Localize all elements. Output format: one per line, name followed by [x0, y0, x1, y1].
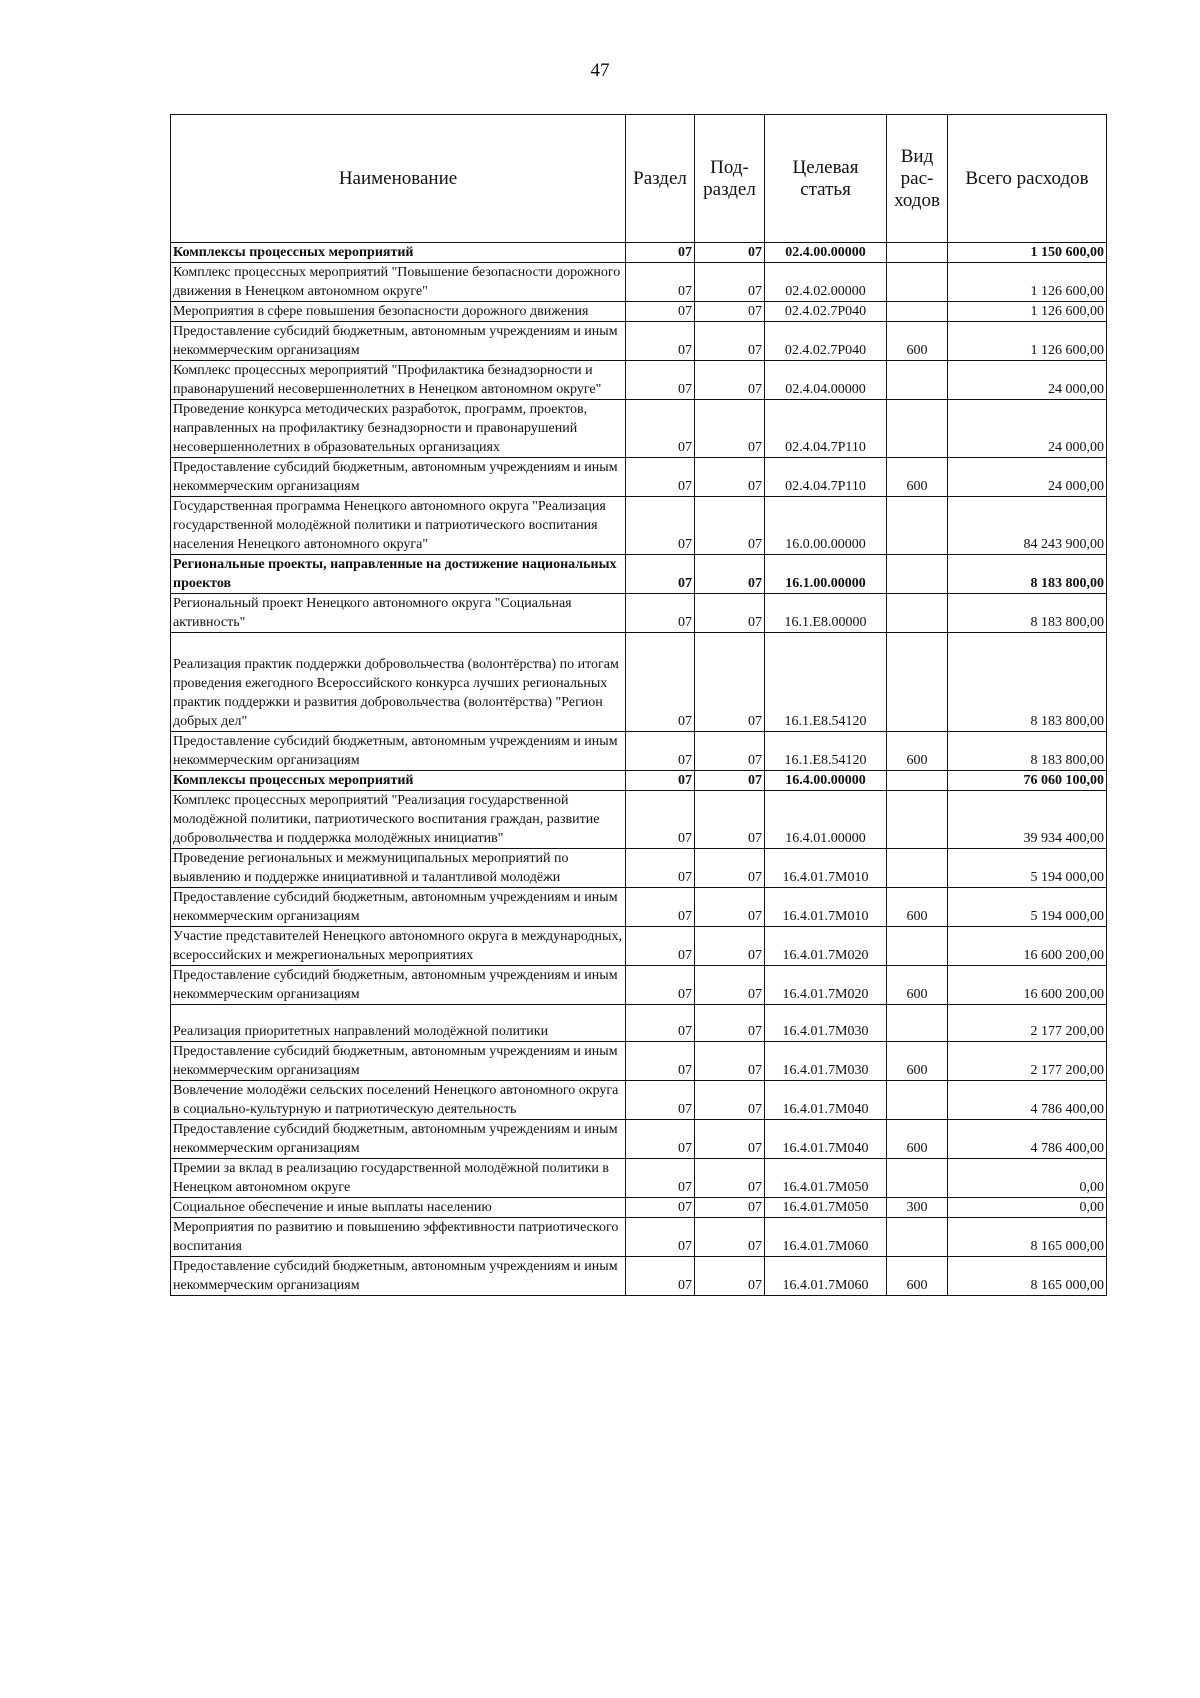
cell-subsection: 07 — [695, 771, 765, 791]
cell-total: 4 786 400,00 — [948, 1120, 1107, 1159]
cell-expense-kind: 600 — [887, 732, 948, 771]
cell-target-article: 16.4.01.7М030 — [765, 1042, 887, 1081]
table-row — [171, 1042, 1107, 1081]
cell-subsection: 07 — [695, 791, 765, 849]
cell-section: 07 — [626, 302, 695, 322]
cell-section: 07 — [626, 1120, 695, 1159]
cell-expense-kind — [887, 400, 948, 458]
cell-expense-kind: 600 — [887, 888, 948, 927]
cell-target-article: 16.4.01.7М010 — [765, 849, 887, 888]
header-expense-kind: Вид рас-ходов — [887, 115, 948, 243]
cell-expense-kind — [887, 849, 948, 888]
cell-name: Предоставление субсидий бюджетным, автономным учреждениям и иным некоммерческим организациям — [171, 322, 626, 361]
cell-target-article: 16.4.01.00000 — [765, 791, 887, 849]
table-row — [171, 497, 1107, 555]
cell-subsection: 07 — [695, 633, 765, 732]
cell-target-article: 16.4.01.7М030 — [765, 1005, 887, 1042]
cell-expense-kind — [887, 1081, 948, 1120]
cell-subsection: 07 — [695, 1257, 765, 1296]
cell-name: Премии за вклад в реализацию государственной молодёжной политики в Ненецком автономном округе — [171, 1159, 626, 1198]
cell-total: 4 786 400,00 — [948, 1081, 1107, 1120]
cell-name: Вовлечение молодёжи сельских поселений Ненецкого автономного округа в социально-культурную и патриотическую деятельность — [171, 1081, 626, 1120]
cell-target-article: 16.4.00.00000 — [765, 771, 887, 791]
cell-subsection: 07 — [695, 400, 765, 458]
cell-total: 16 600 200,00 — [948, 927, 1107, 966]
cell-total: 8 183 800,00 — [948, 633, 1107, 732]
table-body — [171, 243, 1107, 1296]
cell-section: 07 — [626, 555, 695, 594]
cell-expense-kind: 600 — [887, 458, 948, 497]
table-row — [171, 732, 1107, 771]
cell-section: 07 — [626, 771, 695, 791]
table-row — [171, 791, 1107, 849]
table-row — [171, 400, 1107, 458]
cell-section: 07 — [626, 1081, 695, 1120]
cell-expense-kind — [887, 1218, 948, 1257]
cell-section: 07 — [626, 263, 695, 302]
cell-expense-kind — [887, 771, 948, 791]
cell-section: 07 — [626, 1005, 695, 1042]
cell-subsection: 07 — [695, 458, 765, 497]
cell-name: Региональные проекты, направленные на достижение национальных проектов — [171, 555, 626, 594]
cell-section: 07 — [626, 1198, 695, 1218]
cell-subsection: 07 — [695, 1198, 765, 1218]
table-row — [171, 849, 1107, 888]
header-section: Раздел — [626, 115, 695, 243]
cell-name: Предоставление субсидий бюджетным, автономным учреждениям и иным некоммерческим организациям — [171, 732, 626, 771]
cell-expense-kind — [887, 594, 948, 633]
cell-target-article: 16.4.01.7М060 — [765, 1257, 887, 1296]
cell-section: 07 — [626, 243, 695, 263]
cell-subsection: 07 — [695, 1218, 765, 1257]
cell-total: 8 183 800,00 — [948, 732, 1107, 771]
page-number: 47 — [590, 60, 610, 81]
cell-section: 07 — [626, 400, 695, 458]
table-row — [171, 302, 1107, 322]
table-row — [171, 927, 1107, 966]
cell-total: 2 177 200,00 — [948, 1005, 1107, 1042]
cell-expense-kind — [887, 633, 948, 732]
cell-subsection: 07 — [695, 361, 765, 400]
cell-name: Государственная программа Ненецкого автономного округа "Реализация государственной молодёжной политики и патриотического воспитания населения Ненецкого автономного округа" — [171, 497, 626, 555]
cell-section: 07 — [626, 1042, 695, 1081]
cell-section: 07 — [626, 361, 695, 400]
header-subsection: Под-раздел — [695, 115, 765, 243]
table-header-row — [171, 115, 1107, 243]
cell-section: 07 — [626, 927, 695, 966]
cell-subsection: 07 — [695, 555, 765, 594]
cell-section: 07 — [626, 1218, 695, 1257]
cell-target-article: 16.1.00.00000 — [765, 555, 887, 594]
cell-target-article: 02.4.02.7Р040 — [765, 302, 887, 322]
cell-subsection: 07 — [695, 302, 765, 322]
cell-target-article: 16.4.01.7М050 — [765, 1159, 887, 1198]
cell-expense-kind — [887, 1005, 948, 1042]
cell-total: 1 150 600,00 — [948, 243, 1107, 263]
cell-name: Комплексы процессных мероприятий — [171, 243, 626, 263]
table-row — [171, 1005, 1107, 1042]
cell-total: 24 000,00 — [948, 400, 1107, 458]
cell-subsection: 07 — [695, 927, 765, 966]
cell-expense-kind — [887, 361, 948, 400]
cell-total: 0,00 — [948, 1159, 1107, 1198]
table-row — [171, 888, 1107, 927]
cell-section: 07 — [626, 888, 695, 927]
cell-expense-kind — [887, 302, 948, 322]
cell-expense-kind: 600 — [887, 966, 948, 1005]
table-row — [171, 458, 1107, 497]
cell-subsection: 07 — [695, 1120, 765, 1159]
cell-target-article: 16.4.01.7М020 — [765, 966, 887, 1005]
cell-target-article: 16.1.Е8.00000 — [765, 594, 887, 633]
cell-name: Социальное обеспечение и иные выплаты населению — [171, 1198, 626, 1218]
table-row — [171, 1120, 1107, 1159]
cell-subsection: 07 — [695, 243, 765, 263]
cell-total: 39 934 400,00 — [948, 791, 1107, 849]
table-row — [171, 633, 1107, 732]
cell-name: Проведение конкурса методических разработок, программ, проектов, направленных на профилактику безнадзорности и правонарушений несовершеннолетних в образовательных организациях — [171, 400, 626, 458]
cell-total: 84 243 900,00 — [948, 497, 1107, 555]
cell-name: Мероприятия по развитию и повышению эффективности патриотического воспитания — [171, 1218, 626, 1257]
cell-total: 16 600 200,00 — [948, 966, 1107, 1005]
cell-name: Предоставление субсидий бюджетным, автономным учреждениям и иным некоммерческим организациям — [171, 458, 626, 497]
cell-target-article: 16.4.01.7М010 — [765, 888, 887, 927]
cell-total: 8 165 000,00 — [948, 1218, 1107, 1257]
cell-expense-kind — [887, 263, 948, 302]
cell-subsection: 07 — [695, 1042, 765, 1081]
cell-subsection: 07 — [695, 497, 765, 555]
cell-name: Мероприятия в сфере повышения безопасности дорожного движения — [171, 302, 626, 322]
cell-subsection: 07 — [695, 849, 765, 888]
cell-name: Предоставление субсидий бюджетным, автономным учреждениям и иным некоммерческим организациям — [171, 888, 626, 927]
cell-target-article: 02.4.04.00000 — [765, 361, 887, 400]
cell-section: 07 — [626, 322, 695, 361]
cell-total: 2 177 200,00 — [948, 1042, 1107, 1081]
cell-section: 07 — [626, 1159, 695, 1198]
cell-expense-kind — [887, 555, 948, 594]
cell-name: Комплекс процессных мероприятий "Повышение безопасности дорожного движения в Ненецком автономном округе" — [171, 263, 626, 302]
cell-expense-kind — [887, 497, 948, 555]
cell-name: Предоставление субсидий бюджетным, автономным учреждениям и иным некоммерческим организациям — [171, 1257, 626, 1296]
cell-section: 07 — [626, 849, 695, 888]
cell-total: 8 183 800,00 — [948, 555, 1107, 594]
cell-subsection: 07 — [695, 888, 765, 927]
cell-name: Региональный проект Ненецкого автономного округа "Социальная активность" — [171, 594, 626, 633]
cell-total: 1 126 600,00 — [948, 263, 1107, 302]
cell-target-article: 02.4.04.7Р110 — [765, 400, 887, 458]
cell-expense-kind — [887, 1159, 948, 1198]
cell-name: Комплекс процессных мероприятий "Реализация государственной молодёжной политики, патриотического воспитания граждан, развитие добровольчества и поддержка молодёжных инициатив" — [171, 791, 626, 849]
cell-name: Комплексы процессных мероприятий — [171, 771, 626, 791]
cell-subsection: 07 — [695, 322, 765, 361]
cell-target-article: 16.4.01.7М020 — [765, 927, 887, 966]
cell-target-article: 02.4.02.00000 — [765, 263, 887, 302]
table-row — [171, 1257, 1107, 1296]
header-total: Всего расходов — [948, 115, 1107, 243]
table-row — [171, 322, 1107, 361]
cell-expense-kind: 600 — [887, 322, 948, 361]
table-row — [171, 1218, 1107, 1257]
cell-section: 07 — [626, 732, 695, 771]
cell-name: Проведение региональных и межмуниципальных мероприятий по выявлению и поддержке инициативной и талантливой молодёжи — [171, 849, 626, 888]
cell-name: Предоставление субсидий бюджетным, автономным учреждениям и иным некоммерческим организациям — [171, 1042, 626, 1081]
cell-total: 1 126 600,00 — [948, 302, 1107, 322]
cell-section: 07 — [626, 594, 695, 633]
cell-subsection: 07 — [695, 1081, 765, 1120]
header-name: Наименование — [171, 115, 626, 243]
cell-target-article: 16.4.01.7М040 — [765, 1081, 887, 1120]
table-row — [171, 555, 1107, 594]
cell-total: 24 000,00 — [948, 458, 1107, 497]
cell-total: 24 000,00 — [948, 361, 1107, 400]
cell-total: 76 060 100,00 — [948, 771, 1107, 791]
cell-expense-kind — [887, 927, 948, 966]
cell-section: 07 — [626, 497, 695, 555]
cell-target-article: 16.1.Е8.54120 — [765, 732, 887, 771]
cell-total: 0,00 — [948, 1198, 1107, 1218]
table-row — [171, 361, 1107, 400]
table-row — [171, 1081, 1107, 1120]
cell-section: 07 — [626, 966, 695, 1005]
cell-subsection: 07 — [695, 263, 765, 302]
cell-target-article: 16.4.01.7М040 — [765, 1120, 887, 1159]
cell-target-article: 16.1.Е8.54120 — [765, 633, 887, 732]
cell-total: 8 183 800,00 — [948, 594, 1107, 633]
cell-name: Предоставление субсидий бюджетным, автономным учреждениям и иным некоммерческим организациям — [171, 1120, 626, 1159]
table-row — [171, 594, 1107, 633]
table-row — [171, 771, 1107, 791]
table-row — [171, 263, 1107, 302]
budget-table — [170, 114, 1107, 1296]
header-target-article: Целевая статья — [765, 115, 887, 243]
cell-expense-kind: 600 — [887, 1120, 948, 1159]
cell-subsection: 07 — [695, 1005, 765, 1042]
cell-target-article: 02.4.00.00000 — [765, 243, 887, 263]
cell-expense-kind: 300 — [887, 1198, 948, 1218]
cell-target-article: 02.4.02.7Р040 — [765, 322, 887, 361]
cell-subsection: 07 — [695, 966, 765, 1005]
cell-total: 8 165 000,00 — [948, 1257, 1107, 1296]
cell-expense-kind — [887, 243, 948, 263]
cell-name: Предоставление субсидий бюджетным, автономным учреждениям и иным некоммерческим организациям — [171, 966, 626, 1005]
cell-section: 07 — [626, 458, 695, 497]
cell-subsection: 07 — [695, 594, 765, 633]
cell-expense-kind: 600 — [887, 1257, 948, 1296]
cell-name: Участие представителей Ненецкого автономного округа в международных, всероссийских и межрегиональных мероприятиях — [171, 927, 626, 966]
cell-subsection: 07 — [695, 732, 765, 771]
cell-subsection: 07 — [695, 1159, 765, 1198]
cell-section: 07 — [626, 1257, 695, 1296]
cell-expense-kind: 600 — [887, 1042, 948, 1081]
cell-target-article: 16.4.01.7М060 — [765, 1218, 887, 1257]
cell-total: 5 194 000,00 — [948, 849, 1107, 888]
cell-expense-kind — [887, 791, 948, 849]
cell-total: 1 126 600,00 — [948, 322, 1107, 361]
cell-name: Реализация приоритетных направлений молодёжной политики — [171, 1005, 626, 1042]
cell-section: 07 — [626, 633, 695, 732]
cell-name: Реализация практик поддержки добровольчества (волонтёрства) по итогам проведения ежегодного Всероссийского конкурса лучших региональных практик поддержки и развития добровольчества (волонтёрства) "Регион добрых дел" — [171, 633, 626, 732]
table-row — [171, 1159, 1107, 1198]
cell-target-article: 16.0.00.00000 — [765, 497, 887, 555]
table-row — [171, 243, 1107, 263]
budget-table-wrapper — [170, 114, 1107, 1296]
cell-section: 07 — [626, 791, 695, 849]
cell-name: Комплекс процессных мероприятий "Профилактика безнадзорности и правонарушений несовершеннолетних в Ненецком автономном округе" — [171, 361, 626, 400]
cell-target-article: 02.4.04.7Р110 — [765, 458, 887, 497]
cell-total: 5 194 000,00 — [948, 888, 1107, 927]
table-row — [171, 1198, 1107, 1218]
table-row — [171, 966, 1107, 1005]
cell-target-article: 16.4.01.7М050 — [765, 1198, 887, 1218]
